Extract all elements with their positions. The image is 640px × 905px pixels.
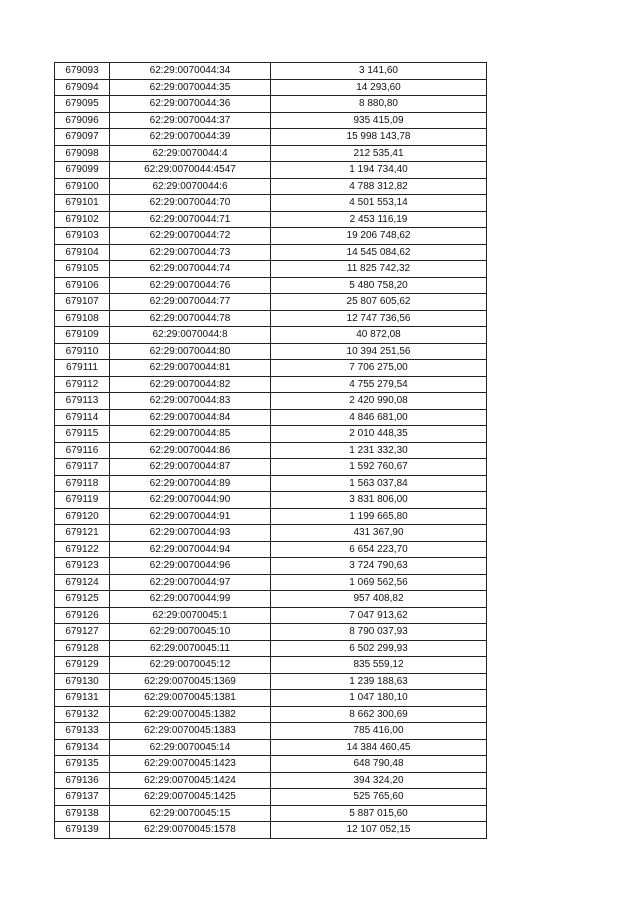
table-row [55,723,487,740]
row-number-cell: 679103 [55,228,110,245]
table-row [55,442,487,459]
row-number-cell: 679113 [55,393,110,410]
table-row [55,739,487,756]
row-number-cell: 679115 [55,426,110,443]
value-cell: 6 654 223,70 [271,541,487,558]
value-cell: 835 559,12 [271,657,487,674]
table-row [55,607,487,624]
cadastral-number-cell: 62:29:0070044:71 [110,211,271,228]
value-cell: 6 502 299,93 [271,640,487,657]
row-number-cell: 679099 [55,162,110,179]
cadastral-number-cell: 62:29:0070044:86 [110,442,271,459]
value-cell: 8 880,80 [271,96,487,113]
cadastral-number-cell: 62:29:0070045:1381 [110,690,271,707]
cadastral-number-cell: 62:29:0070044:85 [110,426,271,443]
value-cell: 4 501 553,14 [271,195,487,212]
cadastral-number-cell: 62:29:0070044:87 [110,459,271,476]
value-cell: 394 324,20 [271,772,487,789]
row-number-cell: 679102 [55,211,110,228]
row-number-cell: 679136 [55,772,110,789]
row-number-cell: 679139 [55,822,110,839]
cadastral-number-cell: 62:29:0070044:73 [110,244,271,261]
row-number-cell: 679126 [55,607,110,624]
value-cell: 785 416,00 [271,723,487,740]
row-number-cell: 679130 [55,673,110,690]
value-cell: 10 394 251,56 [271,343,487,360]
cadastral-number-cell: 62:29:0070045:1382 [110,706,271,723]
value-cell: 4 788 312,82 [271,178,487,195]
table-row [55,508,487,525]
cadastral-number-cell: 62:29:0070044:36 [110,96,271,113]
table-row [55,228,487,245]
table-row [55,261,487,278]
row-number-cell: 679117 [55,459,110,476]
table-row [55,96,487,113]
table-row [55,63,487,80]
table-body [55,63,487,839]
row-number-cell: 679125 [55,591,110,608]
cadastral-number-cell: 62:29:0070044:76 [110,277,271,294]
row-number-cell: 679097 [55,129,110,146]
row-number-cell: 679112 [55,376,110,393]
table-row [55,294,487,311]
table-row [55,673,487,690]
value-cell: 7 706 275,00 [271,360,487,377]
table-row [55,327,487,344]
table-row [55,277,487,294]
table-row [55,162,487,179]
cadastral-number-cell: 62:29:0070045:15 [110,805,271,822]
table-row [55,591,487,608]
row-number-cell: 679114 [55,409,110,426]
value-cell: 2 420 990,08 [271,393,487,410]
table-row [55,756,487,773]
table-row [55,525,487,542]
table-row [55,492,487,509]
table-row [55,244,487,261]
table-row [55,393,487,410]
row-number-cell: 679129 [55,657,110,674]
table-row [55,376,487,393]
row-number-cell: 679095 [55,96,110,113]
value-cell: 7 047 913,62 [271,607,487,624]
table-row [55,360,487,377]
row-number-cell: 679105 [55,261,110,278]
value-cell: 935 415,09 [271,112,487,129]
row-number-cell: 679120 [55,508,110,525]
row-number-cell: 679122 [55,541,110,558]
cadastral-number-cell: 62:29:0070044:93 [110,525,271,542]
cadastral-number-cell: 62:29:0070044:99 [110,591,271,608]
table-row [55,310,487,327]
row-number-cell: 679108 [55,310,110,327]
table-row [55,459,487,476]
value-cell: 5 887 015,60 [271,805,487,822]
table-row [55,805,487,822]
row-number-cell: 679093 [55,63,110,80]
value-cell: 3 831 806,00 [271,492,487,509]
value-cell: 3 141,60 [271,63,487,80]
cadastral-number-cell: 62:29:0070044:91 [110,508,271,525]
table-row [55,558,487,575]
cadastral-number-cell: 62:29:0070045:1424 [110,772,271,789]
row-number-cell: 679109 [55,327,110,344]
cadastral-number-cell: 62:29:0070044:8 [110,327,271,344]
table-row [55,789,487,806]
value-cell: 12 747 736,56 [271,310,487,327]
row-number-cell: 679101 [55,195,110,212]
value-cell: 1 563 037,84 [271,475,487,492]
row-number-cell: 679123 [55,558,110,575]
table-row [55,195,487,212]
cadastral-number-cell: 62:29:0070045:1423 [110,756,271,773]
value-cell: 11 825 742,32 [271,261,487,278]
cadastral-number-cell: 62:29:0070044:84 [110,409,271,426]
table-row [55,178,487,195]
row-number-cell: 679106 [55,277,110,294]
row-number-cell: 679131 [55,690,110,707]
cadastral-number-cell: 62:29:0070044:96 [110,558,271,575]
cadastral-number-cell: 62:29:0070044:4547 [110,162,271,179]
cadastral-number-cell: 62:29:0070044:37 [110,112,271,129]
table-row [55,690,487,707]
value-cell: 1 069 562,56 [271,574,487,591]
value-cell: 1 592 760,67 [271,459,487,476]
row-number-cell: 679127 [55,624,110,641]
cadastral-number-cell: 62:29:0070044:77 [110,294,271,311]
row-number-cell: 679119 [55,492,110,509]
value-cell: 14 293,60 [271,79,487,96]
cadastral-number-cell: 62:29:0070044:6 [110,178,271,195]
cadastral-number-cell: 62:29:0070044:4 [110,145,271,162]
value-cell: 4 846 681,00 [271,409,487,426]
table-row [55,772,487,789]
value-cell: 1 199 665,80 [271,508,487,525]
value-cell: 2 453 116,19 [271,211,487,228]
cadastral-number-cell: 62:29:0070044:81 [110,360,271,377]
value-cell: 8 662 300,69 [271,706,487,723]
row-number-cell: 679124 [55,574,110,591]
row-number-cell: 679096 [55,112,110,129]
cadastral-number-cell: 62:29:0070044:74 [110,261,271,278]
cadastral-number-cell: 62:29:0070044:90 [110,492,271,509]
row-number-cell: 679116 [55,442,110,459]
value-cell: 14 384 460,45 [271,739,487,756]
row-number-cell: 679121 [55,525,110,542]
value-cell: 1 231 332,30 [271,442,487,459]
cadastral-number-cell: 62:29:0070044:35 [110,79,271,96]
value-cell: 1 047 180,10 [271,690,487,707]
table-row [55,112,487,129]
table-row [55,409,487,426]
row-number-cell: 679128 [55,640,110,657]
row-number-cell: 679138 [55,805,110,822]
value-cell: 5 480 758,20 [271,277,487,294]
row-number-cell: 679118 [55,475,110,492]
value-cell: 12 107 052,15 [271,822,487,839]
value-cell: 431 367,90 [271,525,487,542]
value-cell: 8 790 037,93 [271,624,487,641]
value-cell: 648 790,48 [271,756,487,773]
value-cell: 14 545 084,62 [271,244,487,261]
table-row [55,657,487,674]
table-row [55,624,487,641]
row-number-cell: 679110 [55,343,110,360]
cadastral-value-table [54,62,487,839]
cadastral-number-cell: 62:29:0070044:97 [110,574,271,591]
row-number-cell: 679100 [55,178,110,195]
value-cell: 19 206 748,62 [271,228,487,245]
value-cell: 212 535,41 [271,145,487,162]
cadastral-number-cell: 62:29:0070044:78 [110,310,271,327]
cadastral-number-cell: 62:29:0070045:1 [110,607,271,624]
table-row [55,706,487,723]
row-number-cell: 679104 [55,244,110,261]
value-cell: 1 194 734,40 [271,162,487,179]
row-number-cell: 679132 [55,706,110,723]
value-cell: 15 998 143,78 [271,129,487,146]
table-row [55,426,487,443]
cadastral-number-cell: 62:29:0070045:1369 [110,673,271,690]
cadastral-number-cell: 62:29:0070045:12 [110,657,271,674]
table-row [55,541,487,558]
cadastral-number-cell: 62:29:0070044:39 [110,129,271,146]
cadastral-number-cell: 62:29:0070044:70 [110,195,271,212]
cadastral-number-cell: 62:29:0070044:80 [110,343,271,360]
table-row [55,475,487,492]
cadastral-number-cell: 62:29:0070045:14 [110,739,271,756]
table-row [55,145,487,162]
row-number-cell: 679137 [55,789,110,806]
value-cell: 4 755 279,54 [271,376,487,393]
value-cell: 525 765,60 [271,789,487,806]
cadastral-number-cell: 62:29:0070044:82 [110,376,271,393]
cadastral-number-cell: 62:29:0070044:89 [110,475,271,492]
cadastral-number-cell: 62:29:0070044:34 [110,63,271,80]
cadastral-number-cell: 62:29:0070044:94 [110,541,271,558]
table-row [55,211,487,228]
table-row [55,640,487,657]
cadastral-number-cell: 62:29:0070045:11 [110,640,271,657]
table-row [55,822,487,839]
row-number-cell: 679111 [55,360,110,377]
row-number-cell: 679098 [55,145,110,162]
table-row [55,343,487,360]
value-cell: 40 872,08 [271,327,487,344]
table-row [55,129,487,146]
value-cell: 957 408,82 [271,591,487,608]
table-row [55,79,487,96]
cadastral-number-cell: 62:29:0070044:83 [110,393,271,410]
value-cell: 2 010 448,35 [271,426,487,443]
row-number-cell: 679135 [55,756,110,773]
cadastral-number-cell: 62:29:0070044:72 [110,228,271,245]
cadastral-number-cell: 62:29:0070045:10 [110,624,271,641]
row-number-cell: 679133 [55,723,110,740]
row-number-cell: 679134 [55,739,110,756]
cadastral-number-cell: 62:29:0070045:1383 [110,723,271,740]
value-cell: 3 724 790,63 [271,558,487,575]
value-cell: 25 807 605,62 [271,294,487,311]
cadastral-number-cell: 62:29:0070045:1425 [110,789,271,806]
value-cell: 1 239 188,63 [271,673,487,690]
row-number-cell: 679107 [55,294,110,311]
cadastral-number-cell: 62:29:0070045:1578 [110,822,271,839]
table-row [55,574,487,591]
row-number-cell: 679094 [55,79,110,96]
